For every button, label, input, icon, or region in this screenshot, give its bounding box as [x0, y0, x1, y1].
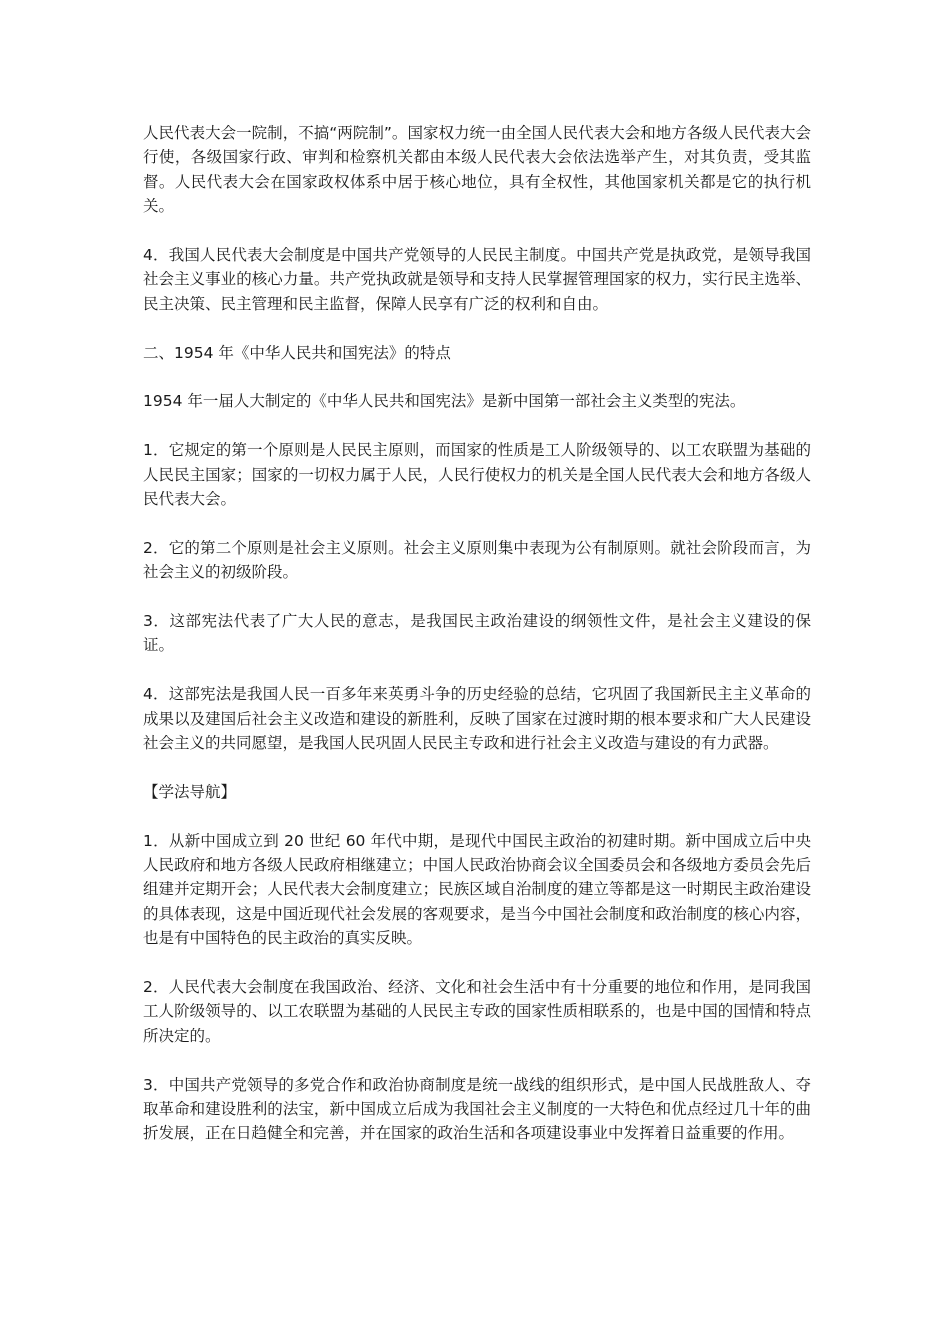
paragraph-study-point-1: 1．从新中国成立到 20 世纪 60 年代中期，是现代中国民主政治的初建时期。新中国成立后中央人民政府和地方各级人民政府相继建立；中国人民政治协商会议全国委员会和各级地方委员会先后组建并定期开会；人民代表大会制度建立；民族区域自治制度的建立等都是这一时期民主政治建设的具体表现，这是中国近现代社会发展的客观要求，是当今中国社会制度和政治制度的核心内容，也是有中国特色的民主政治的真实反映。 [143, 831, 811, 948]
section-heading-study-guide: 【学法导航】 [143, 782, 237, 801]
document-body [143, 121, 811, 1146]
paragraph-constitution-point-4: 4．这部宪法是我国人民一百多年来英勇斗争的历史经验的总结，它巩固了我国新民主主义革命的成果以及建国后社会主义改造和建设的新胜利，反映了国家在过渡时期的根本要求和广大人民建设社会主义的共同愿望，是我国人民巩固人民民主专政和进行社会主义改造与建设的有力武器。 [143, 685, 811, 753]
paragraph-study-point-3: 3．中国共产党领导的多党合作和政治协商制度是统一战线的组织形式，是中国人民战胜敌人、夺取革命和建设胜利的法宝，新中国成立后成为我国社会主义制度的一大特色和优点经过几十年的曲折发展，正在日趋健全和完善，并在国家的政治生活和各项建设事业中发挥着日益重要的作用。 [143, 1075, 811, 1143]
paragraph-study-point-2: 2．人民代表大会制度在我国政治、经济、文化和社会生活中有十分重要的地位和作用，是同我国工人阶级领导的、以工农联盟为基础的人民民主专政的国家性质相联系的，也是中国的国情和特点所决定的。 [143, 978, 811, 1045]
paragraph-constitution-point-1: 1．它规定的第一个原则是人民民主原则，而国家的性质是工人阶级领导的、以工农联盟为基础的人民民主国家；国家的一切权力属于人民，人民行使权力的机关是全国人民代表大会和地方各级人民代表大会。 [143, 441, 811, 509]
paragraph-constitution-point-3: 3．这部宪法代表了广大人民的意志，是我国民主政治建设的纲领性文件，是社会主义建设的保证。 [143, 612, 811, 655]
section-heading-1954-constitution: 二、1954 年《中华人民共和国宪法》的特点 [143, 343, 451, 362]
paragraph-npc-unicameral: 人民代表大会一院制，不搞“两院制”。国家权力统一由全国人民代表大会和地方各级人民代表大会行使，各级国家行政、审判和检察机关都由本级人民代表大会依法选举产生，对其负责，受其监督。人民代表大会在国家政权体系中居于核心地位，具有全权性，其他国家机关都是它的执行机关。 [143, 124, 811, 216]
paragraph-1954-constitution-intro: 1954 年一届人大制定的《中华人民共和国宪法》是新中国第一部社会主义类型的宪法。 [143, 392, 746, 411]
paragraph-npc-point-4: 4．我国人民代表大会制度是中国共产党领导的人民民主制度。中国共产党是执政党，是领导我国社会主义事业的核心力量。共产党执政就是领导和支持人民掌握管理国家的权力，实行民主选举、民主决策、民主管理和民主监督，保障人民享有广泛的权利和自由。 [143, 246, 811, 313]
paragraph-constitution-point-2: 2．它的第二个原则是社会主义原则。社会主义原则集中表现为公有制原则。就社会阶段而言，为社会主义的初级阶段。 [143, 538, 811, 582]
